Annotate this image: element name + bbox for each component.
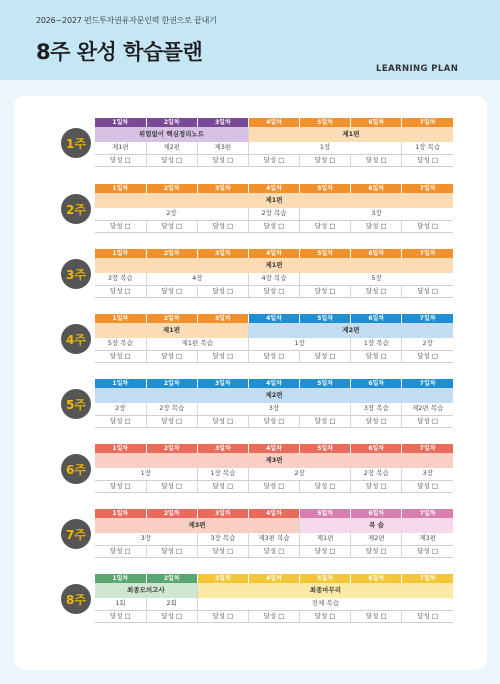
subject-label: 위험없이 핵심정리노트 — [95, 127, 248, 142]
status-row — [95, 154, 453, 166]
chapter-cell: 3장 — [197, 403, 350, 415]
subject-label: 최종모의고사 — [95, 583, 197, 598]
page-title: 8주 완성 학습플랜 — [36, 40, 203, 64]
chapter-cell: 1장 — [248, 142, 401, 154]
subject-row — [95, 388, 453, 403]
achievement-checkbox[interactable]: 달성 □ — [197, 350, 248, 362]
day-label: 1일차 — [95, 118, 146, 127]
achievement-checkbox[interactable]: 달성 □ — [248, 220, 299, 232]
status-row — [95, 285, 453, 297]
achievement-checkbox[interactable]: 달성 □ — [402, 154, 453, 166]
chapter-cell: 1회 — [95, 598, 146, 610]
day-label: 5일차 — [300, 509, 351, 518]
day-label: 5일차 — [300, 314, 351, 323]
day-label: 7일차 — [402, 314, 453, 323]
subject-label: 제1편 — [95, 258, 453, 273]
achievement-checkbox[interactable]: 달성 □ — [95, 285, 146, 297]
achievement-checkbox[interactable]: 달성 □ — [248, 545, 299, 557]
chapter-cell: 5장 복습 — [95, 338, 146, 350]
week-badge: 3주 — [61, 259, 91, 289]
day-label: 7일차 — [402, 184, 453, 193]
achievement-checkbox[interactable]: 달성 □ — [146, 545, 197, 557]
status-row — [95, 545, 453, 557]
achievement-checkbox[interactable]: 달성 □ — [300, 350, 351, 362]
achievement-checkbox[interactable]: 달성 □ — [95, 415, 146, 427]
achievement-checkbox[interactable]: 달성 □ — [402, 350, 453, 362]
day-label: 2일차 — [146, 379, 197, 388]
achievement-checkbox[interactable]: 달성 □ — [300, 545, 351, 557]
week-badge: 4주 — [61, 324, 91, 354]
chapter-cell: 3장 — [402, 468, 453, 480]
achievement-checkbox[interactable]: 달성 □ — [300, 415, 351, 427]
book-subtitle: 2026~2027 펀드투자권유자문인력 한권으로 끝내기 — [36, 16, 217, 25]
subject-label: 제1편 — [248, 127, 453, 142]
week-block — [0, 184, 500, 234]
day-label: 6일차 — [351, 314, 402, 323]
chapter-cell: 1장 복습 — [197, 468, 248, 480]
subject-label: 제1편 — [95, 323, 248, 338]
achievement-checkbox[interactable]: 달성 □ — [351, 285, 402, 297]
day-label: 3일차 — [197, 118, 248, 127]
day-label: 6일차 — [351, 184, 402, 193]
day-label: 7일차 — [402, 574, 453, 583]
achievement-checkbox[interactable]: 달성 □ — [351, 545, 402, 557]
day-label: 1일차 — [95, 249, 146, 258]
achievement-checkbox[interactable]: 달성 □ — [95, 545, 146, 557]
achievement-checkbox[interactable]: 달성 □ — [197, 220, 248, 232]
day-label: 3일차 — [197, 509, 248, 518]
achievement-checkbox[interactable]: 달성 □ — [95, 154, 146, 166]
achievement-checkbox[interactable]: 달성 □ — [248, 480, 299, 492]
achievement-checkbox[interactable]: 달성 □ — [248, 154, 299, 166]
day-label: 6일차 — [351, 444, 402, 453]
subject-row — [95, 258, 453, 273]
day-header-row — [95, 574, 453, 583]
chapter-cell: 2장 복습 — [248, 208, 299, 220]
achievement-checkbox[interactable]: 달성 □ — [197, 610, 248, 622]
chapter-row — [95, 338, 453, 350]
achievement-checkbox[interactable]: 달성 □ — [351, 220, 402, 232]
week-table — [95, 118, 453, 167]
achievement-checkbox[interactable]: 달성 □ — [351, 154, 402, 166]
day-label: 7일차 — [402, 118, 453, 127]
day-label: 4일차 — [248, 118, 299, 127]
subject-label: 제3편 — [95, 453, 453, 468]
day-label: 7일차 — [402, 379, 453, 388]
chapter-cell: 2장 — [95, 208, 248, 220]
day-label: 6일차 — [351, 118, 402, 127]
achievement-checkbox[interactable]: 달성 □ — [402, 415, 453, 427]
achievement-checkbox[interactable]: 달성 □ — [197, 545, 248, 557]
achievement-checkbox[interactable]: 달성 □ — [300, 480, 351, 492]
chapter-cell: 2회 — [146, 598, 197, 610]
chapter-cell: 제2편 복습 — [402, 403, 453, 415]
achievement-checkbox[interactable]: 달성 □ — [95, 480, 146, 492]
chapter-cell: 제3편 — [402, 533, 453, 545]
day-label: 6일차 — [351, 574, 402, 583]
chapter-cell: 제3편 — [197, 142, 248, 154]
chapter-cell: 2장 복습 — [351, 468, 402, 480]
day-label: 4일차 — [248, 249, 299, 258]
achievement-checkbox[interactable]: 달성 □ — [402, 480, 453, 492]
achievement-checkbox[interactable]: 달성 □ — [402, 545, 453, 557]
achievement-checkbox[interactable]: 달성 □ — [300, 154, 351, 166]
subject-row — [95, 453, 453, 468]
status-row — [95, 220, 453, 232]
day-label: 5일차 — [300, 379, 351, 388]
week-table — [95, 509, 453, 558]
achievement-checkbox[interactable]: 달성 □ — [95, 220, 146, 232]
achievement-checkbox[interactable]: 달성 □ — [300, 220, 351, 232]
day-header-row — [95, 314, 453, 323]
day-label: 4일차 — [248, 184, 299, 193]
chapter-cell: 5장 — [300, 273, 453, 285]
day-label: 1일차 — [95, 314, 146, 323]
achievement-checkbox[interactable]: 달성 □ — [146, 610, 197, 622]
day-label: 3일차 — [197, 379, 248, 388]
day-label: 3일차 — [197, 444, 248, 453]
status-row — [95, 350, 453, 362]
achievement-checkbox[interactable]: 달성 □ — [197, 154, 248, 166]
subject-label: 복 습 — [300, 518, 453, 533]
day-header-row — [95, 118, 453, 127]
subject-label: 제1편 — [95, 193, 453, 208]
day-label: 2일차 — [146, 118, 197, 127]
subject-label: 제2편 — [95, 388, 453, 403]
week-table — [95, 314, 453, 363]
day-label: 5일차 — [300, 249, 351, 258]
week-badge: 2주 — [61, 194, 91, 224]
chapter-row — [95, 598, 453, 610]
week-block — [0, 314, 500, 364]
subject-row — [95, 518, 453, 533]
week-table — [95, 444, 453, 493]
day-label: 7일차 — [402, 444, 453, 453]
day-label: 1일차 — [95, 444, 146, 453]
day-label: 2일차 — [146, 184, 197, 193]
subject-row — [95, 583, 453, 598]
chapter-cell: 제1편 — [300, 533, 351, 545]
day-label: 2일차 — [146, 444, 197, 453]
chapter-cell: 제2편 — [146, 142, 197, 154]
achievement-checkbox[interactable]: 달성 □ — [248, 610, 299, 622]
achievement-checkbox[interactable]: 달성 □ — [351, 610, 402, 622]
day-label: 4일차 — [248, 379, 299, 388]
day-label: 4일차 — [248, 314, 299, 323]
week-badge: 5주 — [61, 389, 91, 419]
chapter-cell: 1장 복습 — [351, 338, 402, 350]
chapter-cell: 제2편 — [351, 533, 402, 545]
achievement-checkbox[interactable]: 달성 □ — [300, 610, 351, 622]
achievement-checkbox[interactable]: 달성 □ — [95, 610, 146, 622]
achievement-checkbox[interactable]: 달성 □ — [248, 285, 299, 297]
day-label: 7일차 — [402, 249, 453, 258]
day-label: 5일차 — [300, 118, 351, 127]
chapter-row — [95, 468, 453, 480]
chapter-cell: 3장 복습 — [351, 403, 402, 415]
week-block — [0, 509, 500, 559]
subject-row — [95, 193, 453, 208]
achievement-checkbox[interactable]: 달성 □ — [351, 480, 402, 492]
day-header-row — [95, 249, 453, 258]
day-label: 5일차 — [300, 574, 351, 583]
subject-label: 최종마무리 — [197, 583, 453, 598]
day-label: 5일차 — [300, 444, 351, 453]
day-header-row — [95, 184, 453, 193]
achievement-checkbox[interactable]: 달성 □ — [197, 415, 248, 427]
status-row — [95, 480, 453, 492]
day-header-row — [95, 509, 453, 518]
day-label: 2일차 — [146, 509, 197, 518]
week-badge: 7주 — [61, 519, 91, 549]
achievement-checkbox[interactable]: 달성 □ — [300, 285, 351, 297]
day-label: 6일차 — [351, 509, 402, 518]
chapter-cell: 제1편 복습 — [146, 338, 248, 350]
achievement-checkbox[interactable]: 달성 □ — [197, 285, 248, 297]
achievement-checkbox[interactable]: 달성 □ — [95, 350, 146, 362]
achievement-checkbox[interactable]: 달성 □ — [402, 285, 453, 297]
chapter-row — [95, 208, 453, 220]
chapter-cell: 전체 복습 — [197, 598, 453, 610]
chapter-cell: 1장 복습 — [402, 142, 453, 154]
chapter-cell: 3장 복습 — [95, 273, 146, 285]
achievement-checkbox[interactable]: 달성 □ — [402, 610, 453, 622]
status-row — [95, 415, 453, 427]
day-label: 6일차 — [351, 249, 402, 258]
day-header-row — [95, 379, 453, 388]
chapter-row — [95, 142, 453, 154]
day-label: 4일차 — [248, 444, 299, 453]
week-table — [95, 379, 453, 428]
week-table — [95, 574, 453, 623]
achievement-checkbox[interactable]: 달성 □ — [146, 480, 197, 492]
chapter-cell: 4장 — [146, 273, 248, 285]
week-block — [0, 444, 500, 494]
chapter-cell: 2장 — [248, 468, 350, 480]
achievement-checkbox[interactable]: 달성 □ — [146, 285, 197, 297]
week-badge: 6주 — [61, 454, 91, 484]
achievement-checkbox[interactable]: 달성 □ — [351, 350, 402, 362]
chapter-cell: 3장 복습 — [197, 533, 248, 545]
day-label: 3일차 — [197, 314, 248, 323]
day-label: 5일차 — [300, 184, 351, 193]
day-label: 3일차 — [197, 574, 248, 583]
week-block — [0, 574, 500, 624]
chapter-cell: 3장 — [95, 533, 197, 545]
achievement-checkbox[interactable]: 달성 □ — [146, 415, 197, 427]
week-block — [0, 249, 500, 299]
achievement-checkbox[interactable]: 달성 □ — [402, 220, 453, 232]
achievement-checkbox[interactable]: 달성 □ — [351, 415, 402, 427]
subject-row — [95, 323, 453, 338]
achievement-checkbox[interactable]: 달성 □ — [146, 154, 197, 166]
week-block — [0, 379, 500, 429]
day-label: 1일차 — [95, 509, 146, 518]
chapter-cell: 1장 — [95, 468, 197, 480]
chapter-row — [95, 273, 453, 285]
week-block — [0, 118, 500, 168]
day-label: 1일차 — [95, 184, 146, 193]
day-label: 3일차 — [197, 249, 248, 258]
chapter-row — [95, 533, 453, 545]
chapter-cell: 2장 — [95, 403, 146, 415]
day-label: 4일차 — [248, 574, 299, 583]
subject-row — [95, 127, 453, 142]
day-label: 3일차 — [197, 184, 248, 193]
week-table — [95, 184, 453, 233]
chapter-cell: 제3편 복습 — [248, 533, 299, 545]
chapter-cell: 제1편 — [95, 142, 146, 154]
day-label: 1일차 — [95, 574, 146, 583]
week-badge: 8주 — [61, 584, 91, 614]
day-label: 7일차 — [402, 509, 453, 518]
chapter-cell: 3장 — [300, 208, 453, 220]
day-label: 2일차 — [146, 249, 197, 258]
day-header-row — [95, 444, 453, 453]
achievement-checkbox[interactable]: 달성 □ — [248, 350, 299, 362]
achievement-checkbox[interactable]: 달성 □ — [146, 220, 197, 232]
achievement-checkbox[interactable]: 달성 □ — [146, 350, 197, 362]
week-badge: 1주 — [61, 128, 91, 158]
chapter-cell: 4장 복습 — [248, 273, 299, 285]
day-label: 4일차 — [248, 509, 299, 518]
chapter-cell: 1장 — [248, 338, 350, 350]
achievement-checkbox[interactable]: 달성 □ — [248, 415, 299, 427]
subject-label: 제2편 — [248, 323, 453, 338]
day-label: 6일차 — [351, 379, 402, 388]
day-label: 2일차 — [146, 314, 197, 323]
learning-plan-tag: LEARNING PLAN — [376, 64, 459, 74]
header-band — [0, 0, 500, 80]
chapter-row — [95, 403, 453, 415]
week-table — [95, 249, 453, 298]
achievement-checkbox[interactable]: 달성 □ — [197, 480, 248, 492]
day-label: 1일차 — [95, 379, 146, 388]
chapter-cell: 2장 — [402, 338, 453, 350]
day-label: 2일차 — [146, 574, 197, 583]
status-row — [95, 610, 453, 622]
subject-label: 제3편 — [95, 518, 300, 533]
chapter-cell: 2장 복습 — [146, 403, 197, 415]
